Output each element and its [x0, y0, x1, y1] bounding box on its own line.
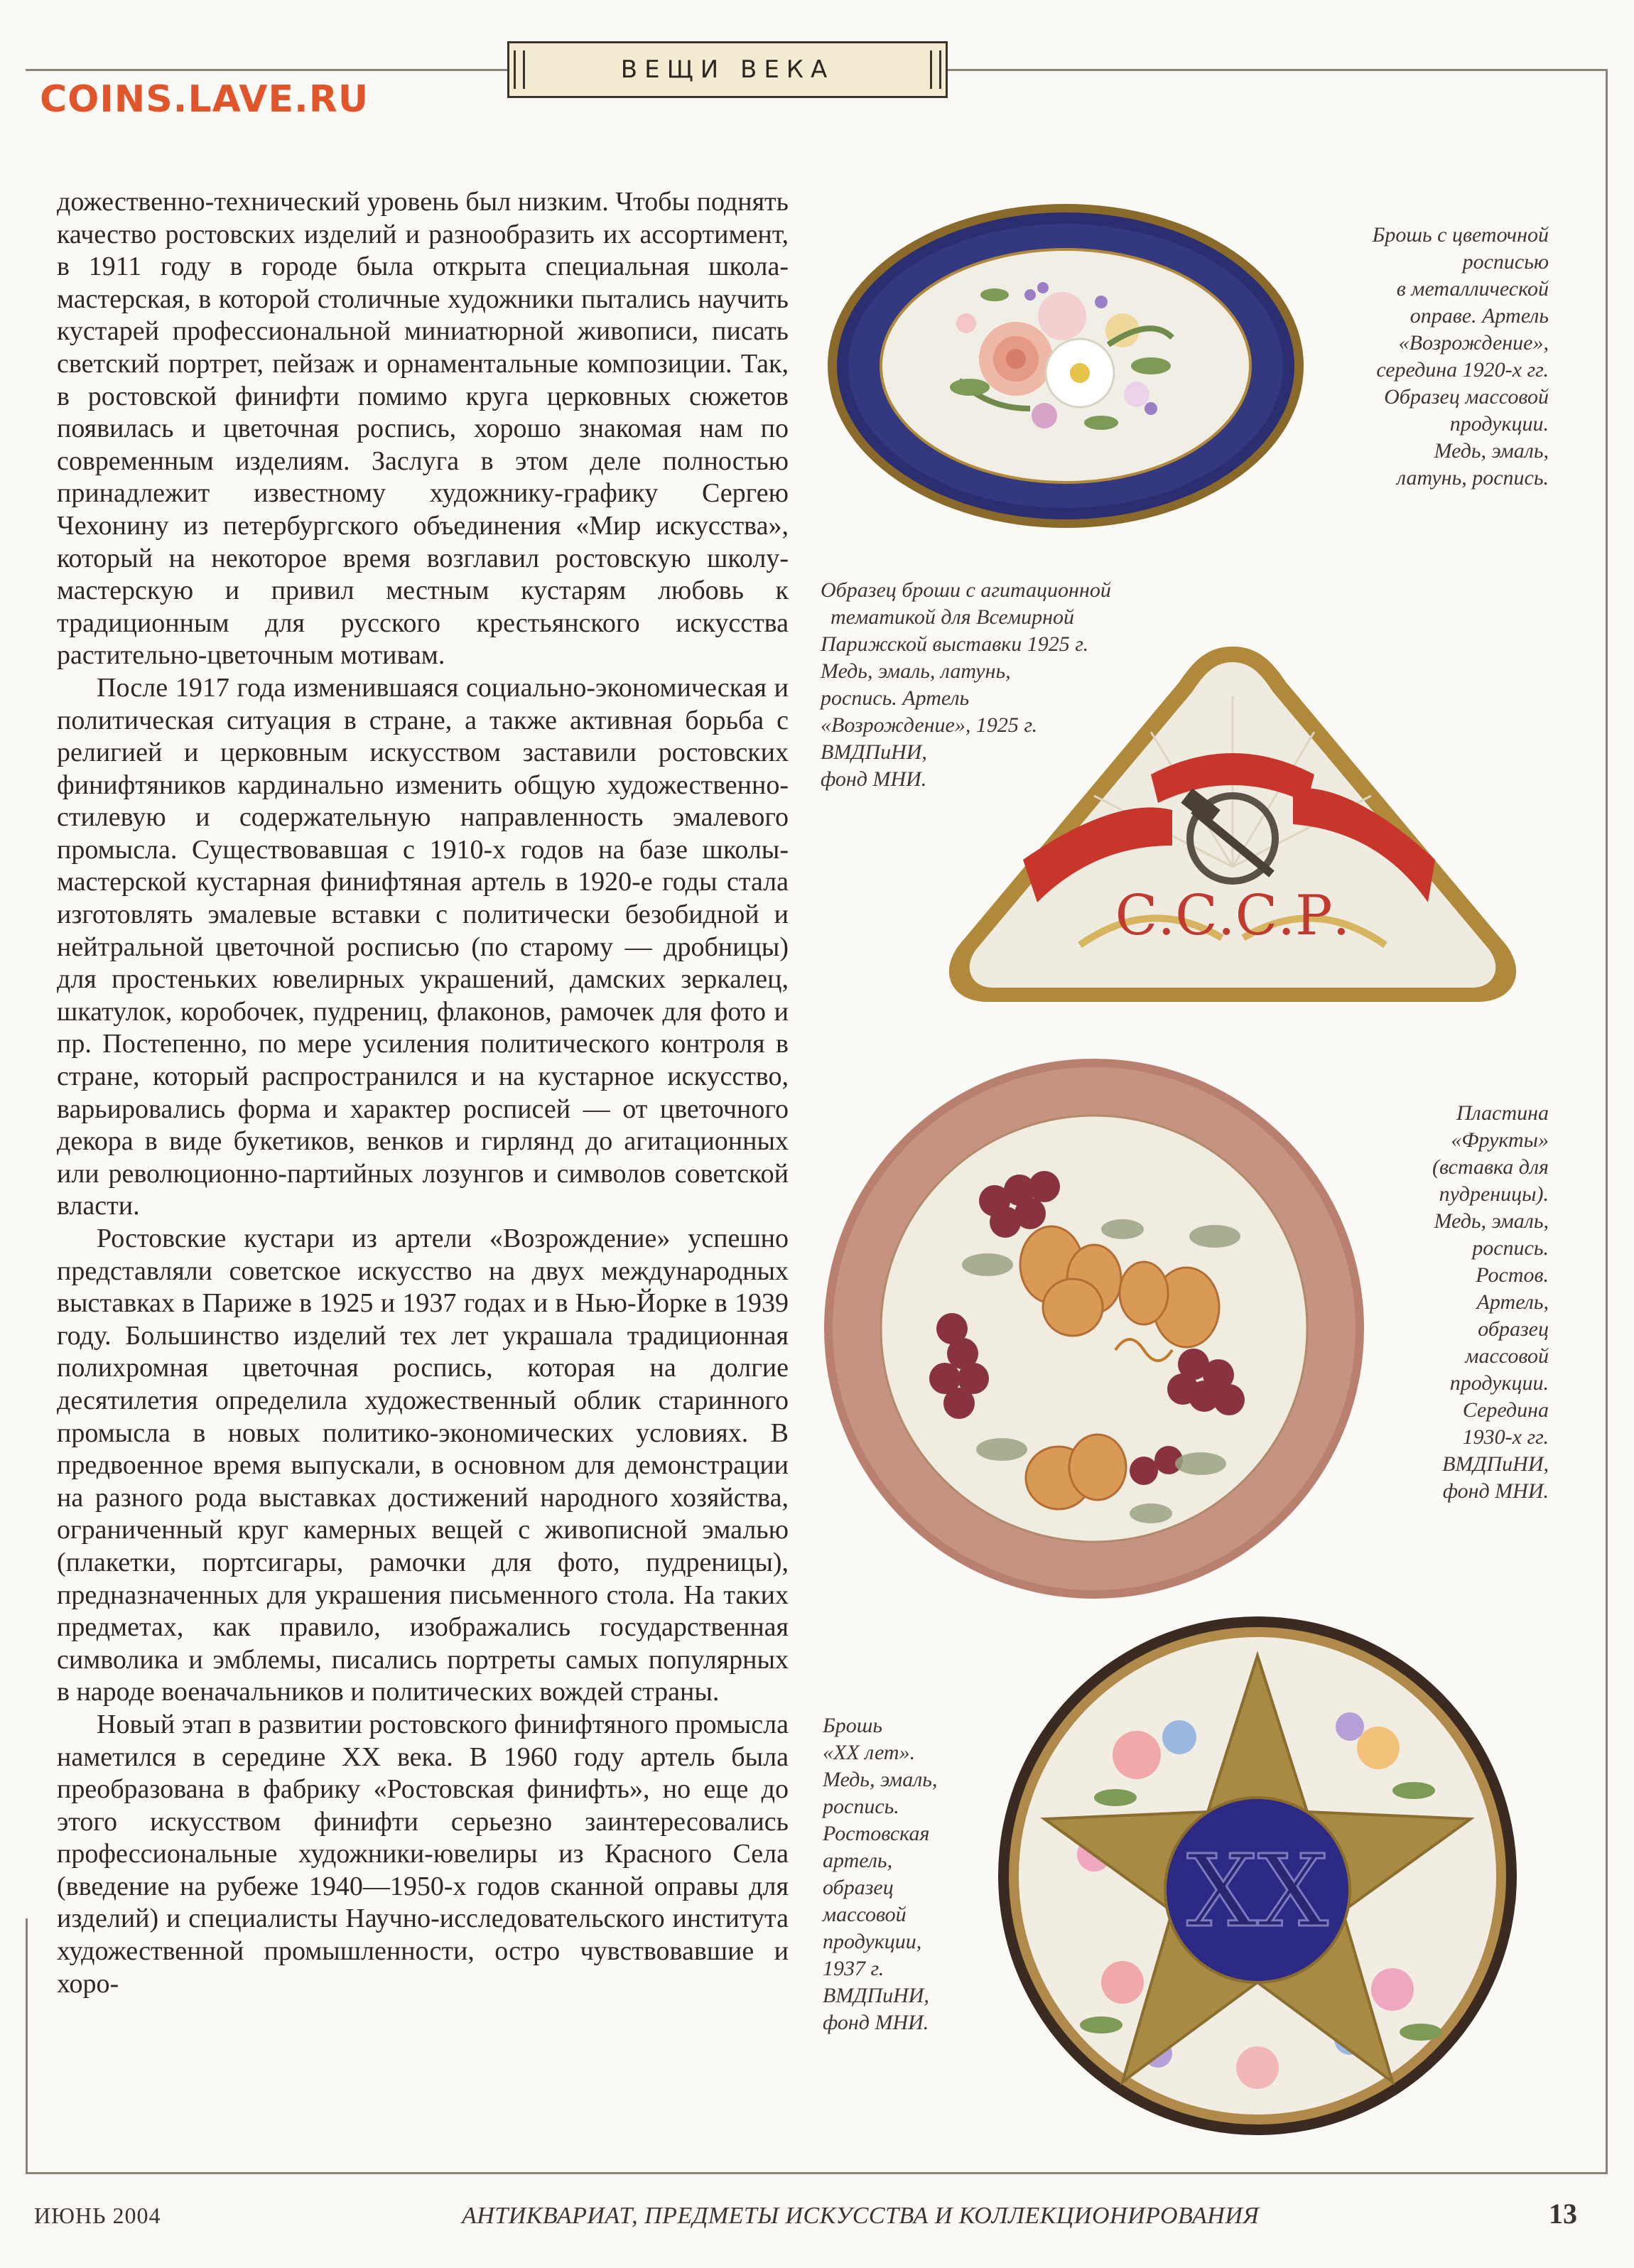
caption-line: ВМДПиНИ,	[1442, 1452, 1549, 1476]
caption-brooch-xx	[823, 1712, 986, 2036]
article-body	[57, 186, 789, 2000]
caption-line: 1930-х гг.	[1462, 1425, 1549, 1449]
paragraph-3: Ростовские кустари из артели «Возрождение» успешно представляли советское искусство на двух международных выставках в Париже в 1925 и 1937 годах и в Нью-Йорке в 1939 году. Большинство изделий тех лет украшала традиционная полихромная цветочная роспись, которая на долгие десятилетия определила художественный облик старинного промысла в новых политико-экономических условиях. В предвоенное время выпускали, в основном для демонстрации на разного рода выставках достижений народного хозяйства, ограниченный круг камерных вещей с живописной эмалью (плакетки, портсигары, рамочки для фото, пудреницы), предназначенных для украшения письменного стола. На таких предметах, как правило, изображались государственная символика и эмблемы, писались портреты самых популярных в народе военачальников и политических вождей страны.	[57, 1224, 789, 1707]
caption-line: середина 1920-х гг.	[1376, 358, 1549, 382]
caption-line: Середина	[1462, 1398, 1549, 1422]
section-header-banner	[507, 41, 948, 98]
paragraph-1: дожественно-технический уровень был низким. Чтобы поднять качество ростовских изделий и разнообразить их ассортимент, в 1911 году в городе была открыта специальная школа-мастерская, в которой столичные художники пытались научить кустарей профессиональной миниатюрной живописи, писать светский портрет, пейзаж и орнаментальные композиции. Так, в ростовской финифти помимо круга церковных сюжетов появилась и цветочная роспись, хорошо знакомая нам по современным изделиям. Заслуга в этом деле полностью принадлежит известному художнику-графику Сергею Чехонину из петербургского объединения «Мир искусства», который на некоторое время возглавил ростовскую школу-мастерскую и привил местным кустарям любовь к традиционным для русского крестьянского искусства растительно-цветочным мотивам.	[57, 187, 789, 671]
top-rule-right	[948, 69, 1607, 71]
caption-line: роспись.	[823, 1795, 899, 1818]
caption-line: фонд МНИ.	[823, 2011, 929, 2034]
plate-fruits-image	[817, 1052, 1371, 1606]
caption-line: массовой	[1465, 1344, 1549, 1368]
caption-line: образец	[823, 1876, 894, 1899]
brooch-flowers-image	[817, 195, 1314, 536]
caption-line: Пластина	[1456, 1101, 1549, 1125]
caption-line: Медь, эмаль,	[823, 1768, 938, 1791]
xx-label: XX	[1186, 1834, 1329, 1950]
caption-line: фонд МНИ.	[1442, 1479, 1549, 1503]
caption-line: образец	[1478, 1317, 1549, 1341]
caption-line: ВМДПиНИ,	[823, 1984, 929, 2007]
caption-line: Образец броши с агитационной	[821, 578, 1111, 602]
footer-date: ИЮНЬ 2004	[34, 2203, 161, 2228]
left-rule	[26, 1918, 28, 2174]
caption-line: «Возрождение», 1925 г.	[821, 713, 1038, 737]
caption-line: пудреницы).	[1439, 1182, 1549, 1206]
top-rule-left	[26, 69, 507, 71]
caption-line: «Возрождение»,	[1398, 331, 1549, 355]
caption-plate-fruits	[1371, 1100, 1549, 1505]
paragraph-4: Новый этап в развитии ростовского финифтяного промысла наметился в середине XX века. В 1960 году артель была преобразована в фабрику «Ростовская финифть», но еще до этого искусством финифти серьезно заинтересовались профессиональные художники-ювелиры из Красного Села (введение на рубеже 1940—1950-х годов сканной оправы для изделий) и специалисты Научно-исследовательского института художественной промышленности, остро чувствовавшие и хоро-	[57, 1709, 789, 1999]
caption-brooch-flowers	[1293, 222, 1549, 492]
section-title: ВЕЩИ ВЕКА	[620, 55, 835, 84]
caption-line: Медь, эмаль,	[1434, 1209, 1549, 1233]
caption-line: латунь, роспись.	[1397, 466, 1549, 490]
caption-line: продукции,	[823, 1930, 922, 1953]
paragraph-2: После 1917 года изменившаяся социально-экономическая и политическая ситуация в стране, а также активная борьба с религией и церковным искусством заставили ростовских финифтяников кардинально изменить общую художественно-стилевую и содержательную направленность эмалевого промысла. Существовавшая с 1910-х годов на базе школы-мастерской кустарная финифтяная артель в 1920-е годы стала изготовлять эмалевые вставки с политически безобидной и нейтральной цветочной росписью (по старому — дробницы) для простеньких ювелирных украшений, дамских зеркалец, шкатулок, коробочек, пудрениц, флаконов, рамочек для фото и пр. Постепенно, по мере усиления политического контроля в стране, который распространился и на кустарное искусство, варьировались форма и характер росписей — от цветочного декора в виде букетиков, венков и гирлянд до агитационных или революционно-партийных лозунгов и символов советской власти.	[57, 672, 789, 1221]
caption-line: Ростовская	[823, 1822, 930, 1845]
brooch-xx-image	[995, 1613, 1520, 2139]
caption-line: Медь, эмаль,	[1434, 439, 1549, 463]
caption-line: Образец массовой	[1384, 385, 1549, 409]
caption-line: ВМДПиНИ,	[821, 740, 927, 764]
page-number: 13	[1549, 2198, 1577, 2230]
caption-line: артель,	[823, 1849, 893, 1872]
footer-magazine-title: АНТИКВАРИАТ, ПРЕДМЕТЫ ИСКУССТВА И КОЛЛЕКЦИОНИРОВАНИЯ	[462, 2203, 1260, 2229]
caption-line: продукции.	[1449, 1371, 1549, 1395]
caption-line: (вставка для	[1432, 1155, 1549, 1179]
watermark-text: COINS.LAVE.RU	[40, 78, 369, 121]
caption-line: Брошь с цветочной	[1372, 223, 1549, 247]
caption-line: массовой	[823, 1903, 907, 1926]
bottom-rule	[26, 2172, 1608, 2174]
caption-line: Медь, эмаль, латунь,	[821, 659, 1011, 683]
right-rule	[1606, 69, 1608, 2172]
caption-line: «XX лет».	[823, 1741, 916, 1764]
caption-line: Брошь	[823, 1714, 882, 1737]
caption-line: в металлической	[1396, 277, 1549, 301]
caption-line: тематикой для Всемирной	[830, 605, 1074, 629]
brooch-agitation-image	[938, 632, 1527, 1016]
caption-line: Артель,	[1476, 1290, 1549, 1314]
caption-line: росписью	[1462, 250, 1549, 274]
caption-line: продукции.	[1449, 412, 1549, 436]
caption-line: фонд МНИ.	[821, 767, 927, 791]
caption-line: Ростов.	[1476, 1263, 1549, 1287]
caption-line: роспись. Артель	[821, 686, 970, 710]
caption-line: роспись.	[1472, 1236, 1549, 1260]
caption-line: «Фрукты»	[1451, 1128, 1549, 1152]
caption-line: 1937 г.	[823, 1957, 884, 1980]
caption-line: Парижской выставки 1925 г.	[821, 632, 1089, 656]
caption-line: оправе. Артель	[1410, 304, 1549, 328]
ussr-label: С.С.С.Р.	[1115, 884, 1351, 948]
